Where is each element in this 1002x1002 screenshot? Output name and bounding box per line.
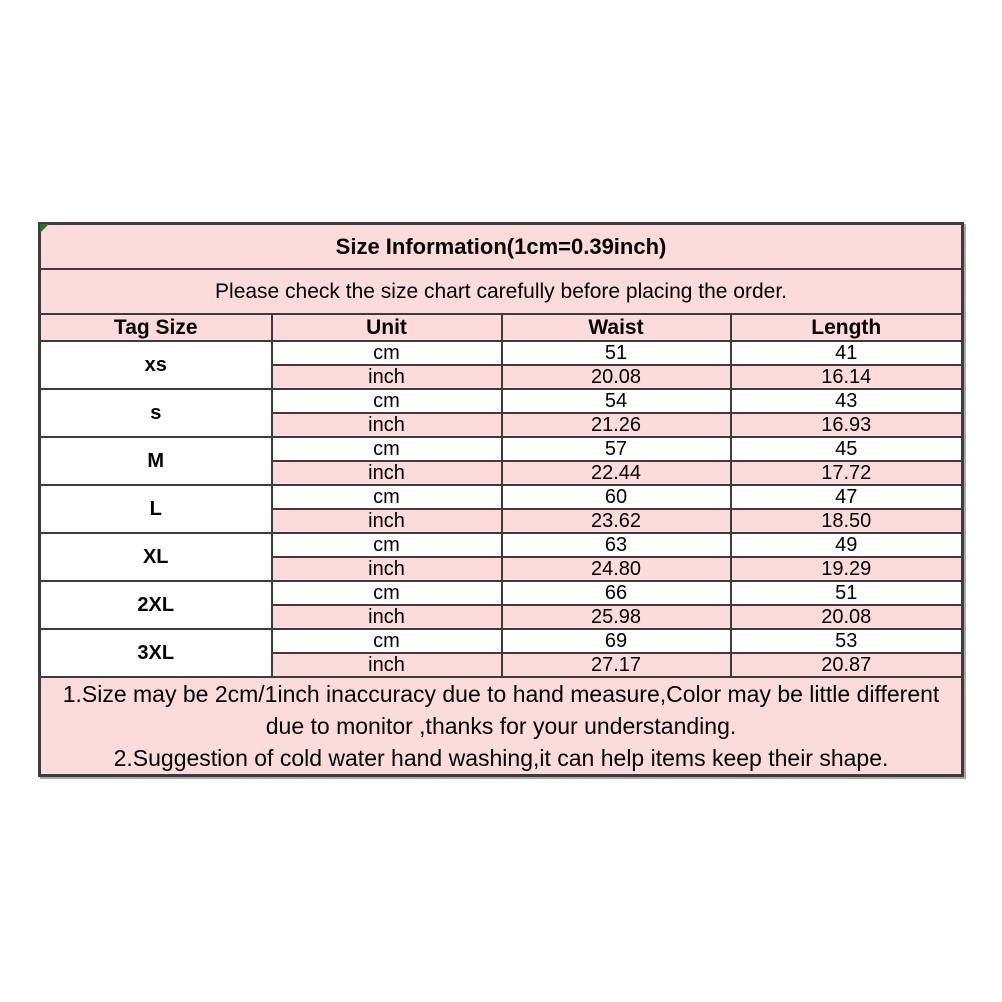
waist-cell: 24.80 xyxy=(502,557,731,581)
note-washing-suggestion: 2.Suggestion of cold water hand washing,it can help items keep their shape. xyxy=(113,745,889,771)
length-cell: 20.08 xyxy=(731,605,963,629)
tag-size-cell: L xyxy=(40,485,272,533)
tag-size-cell: 2XL xyxy=(40,581,272,629)
table-subtitle: Please check the size chart carefully before placing the order. xyxy=(40,269,963,314)
table-row xyxy=(40,629,963,653)
unit-cell: inch xyxy=(272,413,502,437)
tag-size-cell: 3XL xyxy=(40,629,272,677)
length-cell: 20.87 xyxy=(731,653,963,677)
length-cell: 16.14 xyxy=(731,365,963,389)
waist-cell: 23.62 xyxy=(502,509,731,533)
size-chart xyxy=(38,222,961,777)
col-header-waist: Waist xyxy=(502,314,731,341)
notes-cell xyxy=(40,677,963,776)
table-title: Size Information(1cm=0.39inch) xyxy=(40,224,963,270)
waist-cell: 54 xyxy=(502,389,731,413)
table-row xyxy=(40,533,963,557)
unit-cell: cm xyxy=(272,581,502,605)
table-row xyxy=(40,581,963,605)
header-row xyxy=(40,314,963,341)
waist-cell: 21.26 xyxy=(502,413,731,437)
unit-cell: cm xyxy=(272,485,502,509)
waist-cell: 51 xyxy=(502,341,731,365)
waist-cell: 25.98 xyxy=(502,605,731,629)
col-header-unit: Unit xyxy=(272,314,502,341)
unit-cell: cm xyxy=(272,533,502,557)
tag-size-cell: M xyxy=(40,437,272,485)
length-cell: 41 xyxy=(731,341,963,365)
tag-size-cell: s xyxy=(40,389,272,437)
waist-cell: 63 xyxy=(502,533,731,557)
unit-cell: cm xyxy=(272,437,502,461)
waist-cell: 27.17 xyxy=(502,653,731,677)
size-table xyxy=(38,222,964,777)
waist-cell: 57 xyxy=(502,437,731,461)
tag-size-cell: xs xyxy=(40,341,272,389)
table-row xyxy=(40,437,963,461)
waist-cell: 69 xyxy=(502,629,731,653)
notes-row xyxy=(40,677,963,776)
waist-cell: 22.44 xyxy=(502,461,731,485)
corner-marker-icon xyxy=(40,224,49,233)
col-header-length: Length xyxy=(731,314,963,341)
length-cell: 53 xyxy=(731,629,963,653)
unit-cell: cm xyxy=(272,629,502,653)
length-cell: 43 xyxy=(731,389,963,413)
unit-cell: inch xyxy=(272,653,502,677)
length-cell: 19.29 xyxy=(731,557,963,581)
table-row xyxy=(40,485,963,509)
table-row xyxy=(40,389,963,413)
length-cell: 49 xyxy=(731,533,963,557)
table-row xyxy=(40,341,963,365)
unit-cell: cm xyxy=(272,341,502,365)
unit-cell: inch xyxy=(272,557,502,581)
length-cell: 16.93 xyxy=(731,413,963,437)
unit-cell: inch xyxy=(272,509,502,533)
unit-cell: inch xyxy=(272,605,502,629)
title-row xyxy=(40,224,963,270)
length-cell: 18.50 xyxy=(731,509,963,533)
waist-cell: 20.08 xyxy=(502,365,731,389)
length-cell: 51 xyxy=(731,581,963,605)
length-cell: 47 xyxy=(731,485,963,509)
tag-size-cell: XL xyxy=(40,533,272,581)
length-cell: 17.72 xyxy=(731,461,963,485)
col-header-tag-size: Tag Size xyxy=(40,314,272,341)
waist-cell: 66 xyxy=(502,581,731,605)
note-measure-disclaimer: 1.Size may be 2cm/1inch inaccuracy due to hand measure,Color may be little different due to monitor ,thanks for your understanding. xyxy=(62,681,940,739)
unit-cell: inch xyxy=(272,461,502,485)
subtitle-row xyxy=(40,269,963,314)
unit-cell: inch xyxy=(272,365,502,389)
waist-cell: 60 xyxy=(502,485,731,509)
length-cell: 45 xyxy=(731,437,963,461)
unit-cell: cm xyxy=(272,389,502,413)
